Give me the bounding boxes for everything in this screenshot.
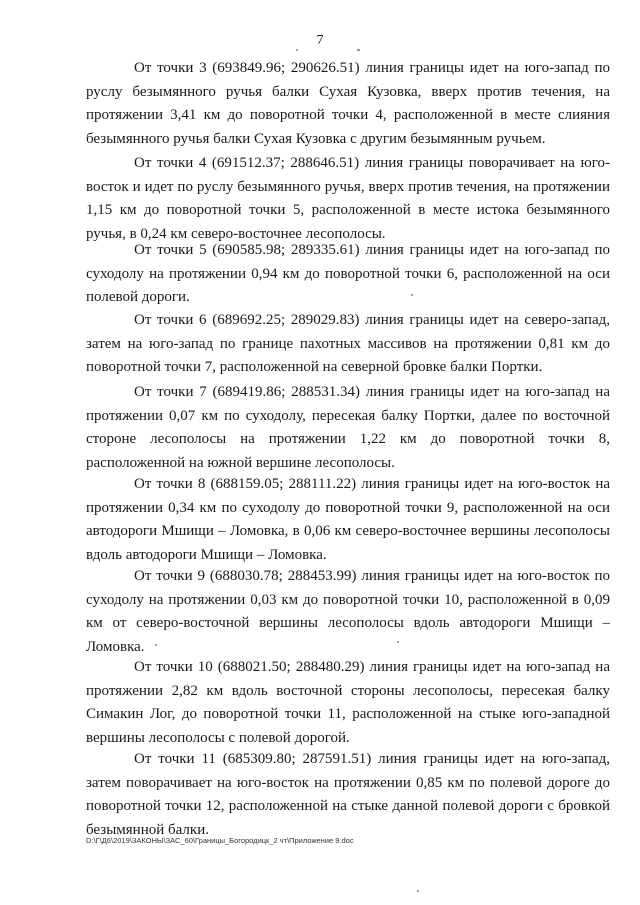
paragraph-point-4: От точки 4 (691512.37; 288646.51) линия границы поворачивает на юго-восток и идет по руслу безымянного ручья, вверх против течения, на протяжении 1,15 км до поворотной точки 5, расположенной в месте истока безымянного ручья, в 0,24 км северо-восточнее лесополосы. (86, 155, 610, 242)
scan-speck (155, 644, 157, 646)
scan-speck (397, 641, 399, 643)
paragraph-point-9: От точки 9 (688030.78; 288453.99) линия границы идет на юго-восток по суходолу на протяжении 0,03 км до поворотной точки 10, расположенной в 0,09 км от северо-восточной вершины лесополосы вдоль автодороги Мшищи – Ломовка. (86, 568, 610, 655)
paragraph-point-6: От точки 6 (689692.25; 289029.83) линия границы идет на северо-запад, затем на юго-запад по границе пахотных массивов на протяжении 0,81 км до поворотной точки 7, расположенной на северной бровке балки Портки. (86, 312, 610, 375)
paragraph-point-5: От точки 5 (690585.98; 289335.61) линия границы идет на юго-запад по суходолу на протяжении 0,94 км до поворотной точки 6, расположенной на оси полевой дороги. (86, 242, 610, 305)
scan-speck (357, 49, 360, 51)
paragraph-point-8: От точки 8 (688159.05; 288111.22) линия границы идет на юго-восток на протяжении 0,34 км по суходолу до поворотной точки 9, расположенной на оси автодороги Мшищи – Ломовка, в 0,06 км северо-восточнее вершины лесополосы вдоль автодороги Мшищи – Ломовка. (86, 476, 610, 563)
paragraph-point-10: От точки 10 (688021.50; 288480.29) линия границы идет на юго-запад на протяжении 2,82 км вдоль восточной стороны лесополосы, пересекая балку Симакин Лог, до поворотной точки 11, расположенной на стыке юго-западной вершины лесополосы с полевой дорогой. (86, 659, 610, 746)
paragraph-point-3: От точки 3 (693849.96; 290626.51) линия границы идет на юго-запад по руслу безымянного ручья балки Сухая Кузовка, вверх против течения, на протяжении 3,41 км до поворотной точки 4, расположенной в месте слияния безымянного ручья балки Сухая Кузовка с другим безымянным ручьем. (86, 60, 610, 147)
paragraph-point-11: От точки 11 (685309.80; 287591.51) линия границы идет на юго-запад, затем поворачивает на юго-восток на протяжении 0,85 км по полевой дороге до поворотной точки 12, расположенной на стыке данной полевой дороги с бровкой безымянной балки. (86, 751, 610, 838)
scan-speck (411, 294, 413, 296)
paragraph-point-7: От точки 7 (689419.86; 288531.34) линия границы идет на юго-запад на протяжении 0,07 км по суходолу, пересекая балку Портки, далее по восточной стороне лесополосы на протяжении 1,22 км до поворотной точки 8, расположенной на южной вершине лесополосы. (86, 384, 610, 471)
scan-speck (296, 49, 298, 51)
footer-file-path: D:\Г\Д6\2019\ЗАКОНЫ\ЗАС_60\Границы_Богородицк_2 чт\Приложение 9.doc (86, 836, 354, 845)
scan-speck (417, 890, 419, 892)
page-number: 7 (316, 33, 324, 48)
